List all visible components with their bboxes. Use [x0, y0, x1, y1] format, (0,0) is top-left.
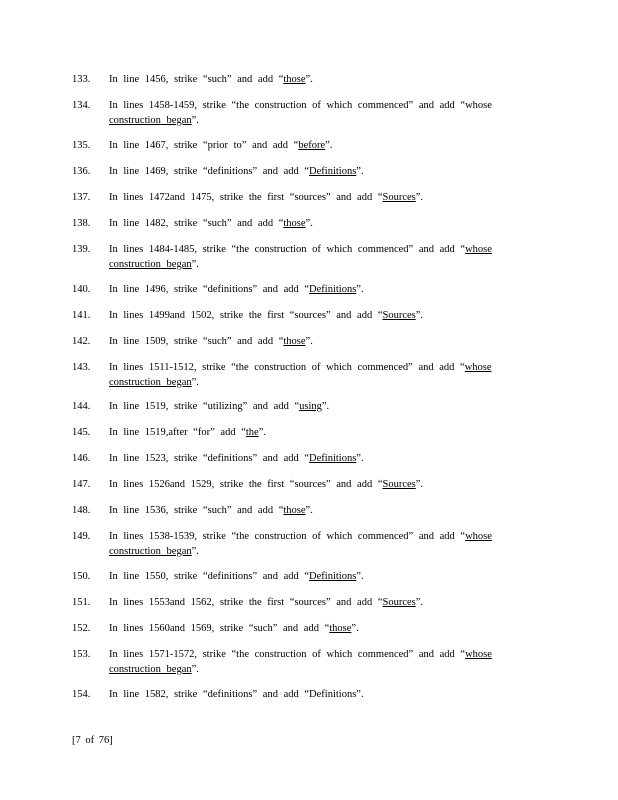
item-number: 137.	[72, 192, 91, 203]
amendment-item	[72, 139, 542, 154]
item-number: 140.	[72, 284, 91, 295]
item-text: In line 1456, strike “such” and add “those”.	[109, 74, 313, 85]
amendment-item	[72, 622, 542, 637]
item-number: 148.	[72, 505, 91, 516]
item-number: 149.	[72, 531, 91, 542]
item-text: In line 1523, strike “definitions” and add “Definitions”.	[109, 453, 364, 464]
item-text: In line 1496, strike “definitions” and add “Definitions”.	[109, 284, 364, 295]
amendment-item	[72, 478, 542, 493]
item-text: In line 1519, strike “utilizing” and add “using”.	[109, 401, 330, 412]
item-text: In lines 1538-1539, strike “the construction of which commenced” and add “whose construction began”.	[109, 531, 492, 557]
amendment-item	[72, 99, 542, 128]
item-number: 134.	[72, 100, 91, 111]
amendment-item	[72, 73, 542, 88]
amendment-item	[72, 243, 542, 272]
amendment-item	[72, 530, 542, 559]
item-text: In lines 1511-1512, strike “the construction of which commenced” and add “whose construction began”.	[109, 362, 492, 388]
amendment-item	[72, 335, 542, 350]
item-text: In lines 1526and 1529, strike the first “sources” and add “Sources”.	[109, 479, 424, 490]
item-number: 150.	[72, 571, 91, 582]
page-number: [7 of 76]	[72, 735, 113, 746]
item-text: In lines 1560and 1569, strike “such” and add “those”.	[109, 623, 359, 634]
item-number: 144.	[72, 401, 91, 412]
amendment-item	[72, 400, 542, 415]
item-text: In line 1467, strike “prior to” and add “before”.	[109, 140, 333, 151]
item-text: In line 1536, strike “such” and add “those”.	[109, 505, 313, 516]
item-text: In line 1482, strike “such” and add “those”.	[109, 218, 313, 229]
amendment-item	[72, 596, 542, 611]
item-number: 135.	[72, 140, 91, 151]
item-number: 141.	[72, 310, 91, 321]
item-number: 147.	[72, 479, 91, 490]
item-text: In line 1582, strike “definitions” and add “Definitions”.	[109, 689, 364, 700]
amendment-item	[72, 217, 542, 232]
amendment-item	[72, 452, 542, 467]
item-text: In line 1550, strike “definitions” and add “Definitions”.	[109, 571, 364, 582]
item-text: In lines 1472and 1475, strike the first “sources” and add “Sources”.	[109, 192, 424, 203]
item-text: In line 1469, strike “definitions” and add “Definitions”.	[109, 166, 364, 177]
amendment-item	[72, 648, 542, 677]
item-text: In line 1519,after “for” add “the”.	[109, 427, 266, 438]
item-number: 138.	[72, 218, 91, 229]
amendment-item	[72, 570, 542, 585]
item-text: In lines 1571-1572, strike “the construction of which commenced” and add “whose construction began”.	[109, 649, 492, 675]
item-number: 136.	[72, 166, 91, 177]
item-number: 154.	[72, 689, 91, 700]
item-number: 153.	[72, 649, 91, 660]
amendment-item	[72, 426, 542, 441]
amendment-item	[72, 361, 542, 390]
amendment-item	[72, 165, 542, 180]
item-text: In lines 1499and 1502, strike the first “sources” and add “Sources”.	[109, 310, 424, 321]
item-number: 145.	[72, 427, 91, 438]
item-number: 142.	[72, 336, 91, 347]
item-text: In lines 1458-1459, strike “the construction of which commenced” and add “whose construction began”.	[109, 100, 492, 126]
item-number: 133.	[72, 74, 91, 85]
amendment-item	[72, 504, 542, 519]
item-number: 151.	[72, 597, 91, 608]
item-number: 152.	[72, 623, 91, 634]
amendment-item	[72, 688, 542, 703]
item-text: In lines 1484-1485, strike “the construction of which commenced” and add “whose construction began”.	[109, 244, 492, 270]
item-text: In line 1509, strike “such” and add “those”.	[109, 336, 313, 347]
amendment-item	[72, 283, 542, 298]
amendment-item	[72, 191, 542, 206]
item-number: 146.	[72, 453, 91, 464]
item-number: 139.	[72, 244, 91, 255]
item-text: In lines 1553and 1562, strike the first “sources” and add “Sources”.	[109, 597, 424, 608]
item-number: 143.	[72, 362, 91, 373]
amendment-item	[72, 309, 542, 324]
